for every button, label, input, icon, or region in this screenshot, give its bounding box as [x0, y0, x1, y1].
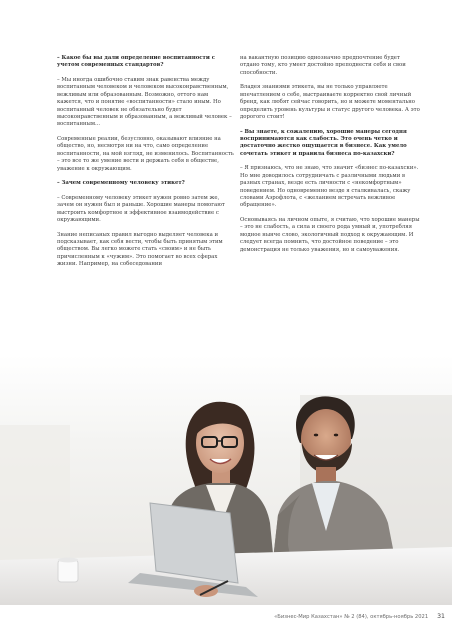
interview-question: – Вы знаете, к сожалению, хорошие манеры сегодня воспринимаются как слабость. Это очень четко и достаточно жестко ощущается в бизнесе. Как умело сочетать этикет и правила бизнеса по-казахски?: [240, 128, 407, 157]
interview-answer: – Современному человеку этикет нужен ровно затем же, зачем он нужен был и раньше. Хорошие манеры помогают выстроить комфортное и эффективное взаимодействие с окружающими.: [57, 194, 225, 224]
interview-question: – Зачем современному человеку этикет?: [57, 180, 185, 187]
interview-answer: Современные реалии, безусловно, оказывают влияние на общество, но, несмотря ни на что, само определение воспитанности, на мой взгляд, не изменилось. Воспитанность – это все то же умение вести и держать себя в обществе, уважение к окружающим.: [57, 136, 234, 172]
right-text-column: [240, 55, 420, 261]
interview-answer: – Я признаюсь, что не знаю, что значит «бизнес по-казахски». Но мне доводилось сотрудничать с различными людьми в разных странах, везде есть личности с «некомфортным» поведением. Но одновременно везде я сталкивалась, скажу словами Аэрофлота, с «желанием встречать вежливое обращение».: [240, 165, 419, 209]
magazine-issue-label: «Бизнес-Мир Казахстан» № 2 (84), октябрь-ноябрь 2021: [274, 614, 429, 620]
interview-answer: Основываясь на личном опыте, я считаю, что хорошие манеры – это не слабость, а сила и своего рода умный и, употребляя модное нынче слово, экологичный подход к окружающим. И следует всегда помнить, что достойное поведение – это демонстрация не только уважения, но и самоуважения.: [240, 217, 420, 253]
interview-answer: Владея знаниями этикета, вы не только управляете впечатлением о себе, выстраиваете корректно свой личный бренд, как любят сейчас говорить, но и можете моментально определить уровень культуры и статус другого человека. А это дорогого стоит!: [240, 84, 420, 121]
interview-answer: на вакантную позицию однозначно предпочтение будет отдано тому, кто умеет достойно преподнести себя и свои способности.: [240, 55, 406, 76]
left-text-column: [57, 55, 235, 276]
business-meeting-photo: [0, 355, 452, 605]
page-number: 31: [437, 613, 445, 620]
interview-answer: Знание неписаных правил выгодно выделяет человека и подсказывает, как себя вести, чтобы быть принятым этим обществом. Вы легко можете стать «своим» и не быть причисленным к «чужим». Это помогает во всех сферах жизни. Например, на собеседовании: [57, 231, 223, 268]
interview-answer: – Мы иногда ошибочно ставим знак равенства между воспитанным человеком и человеком высоконравственным, вежливым или образованным. Возможно, оттого нам кажется, что и понятие «воспитанности» стало иным. Но воспитанный человек не обязательно будет высоконравственным и образованным, а вежливый человек – воспитанным...: [57, 77, 232, 128]
interview-question: – Какое бы вы дали определение воспитанности с учетом современных стандартов?: [57, 55, 215, 69]
page-footer: [255, 613, 445, 623]
